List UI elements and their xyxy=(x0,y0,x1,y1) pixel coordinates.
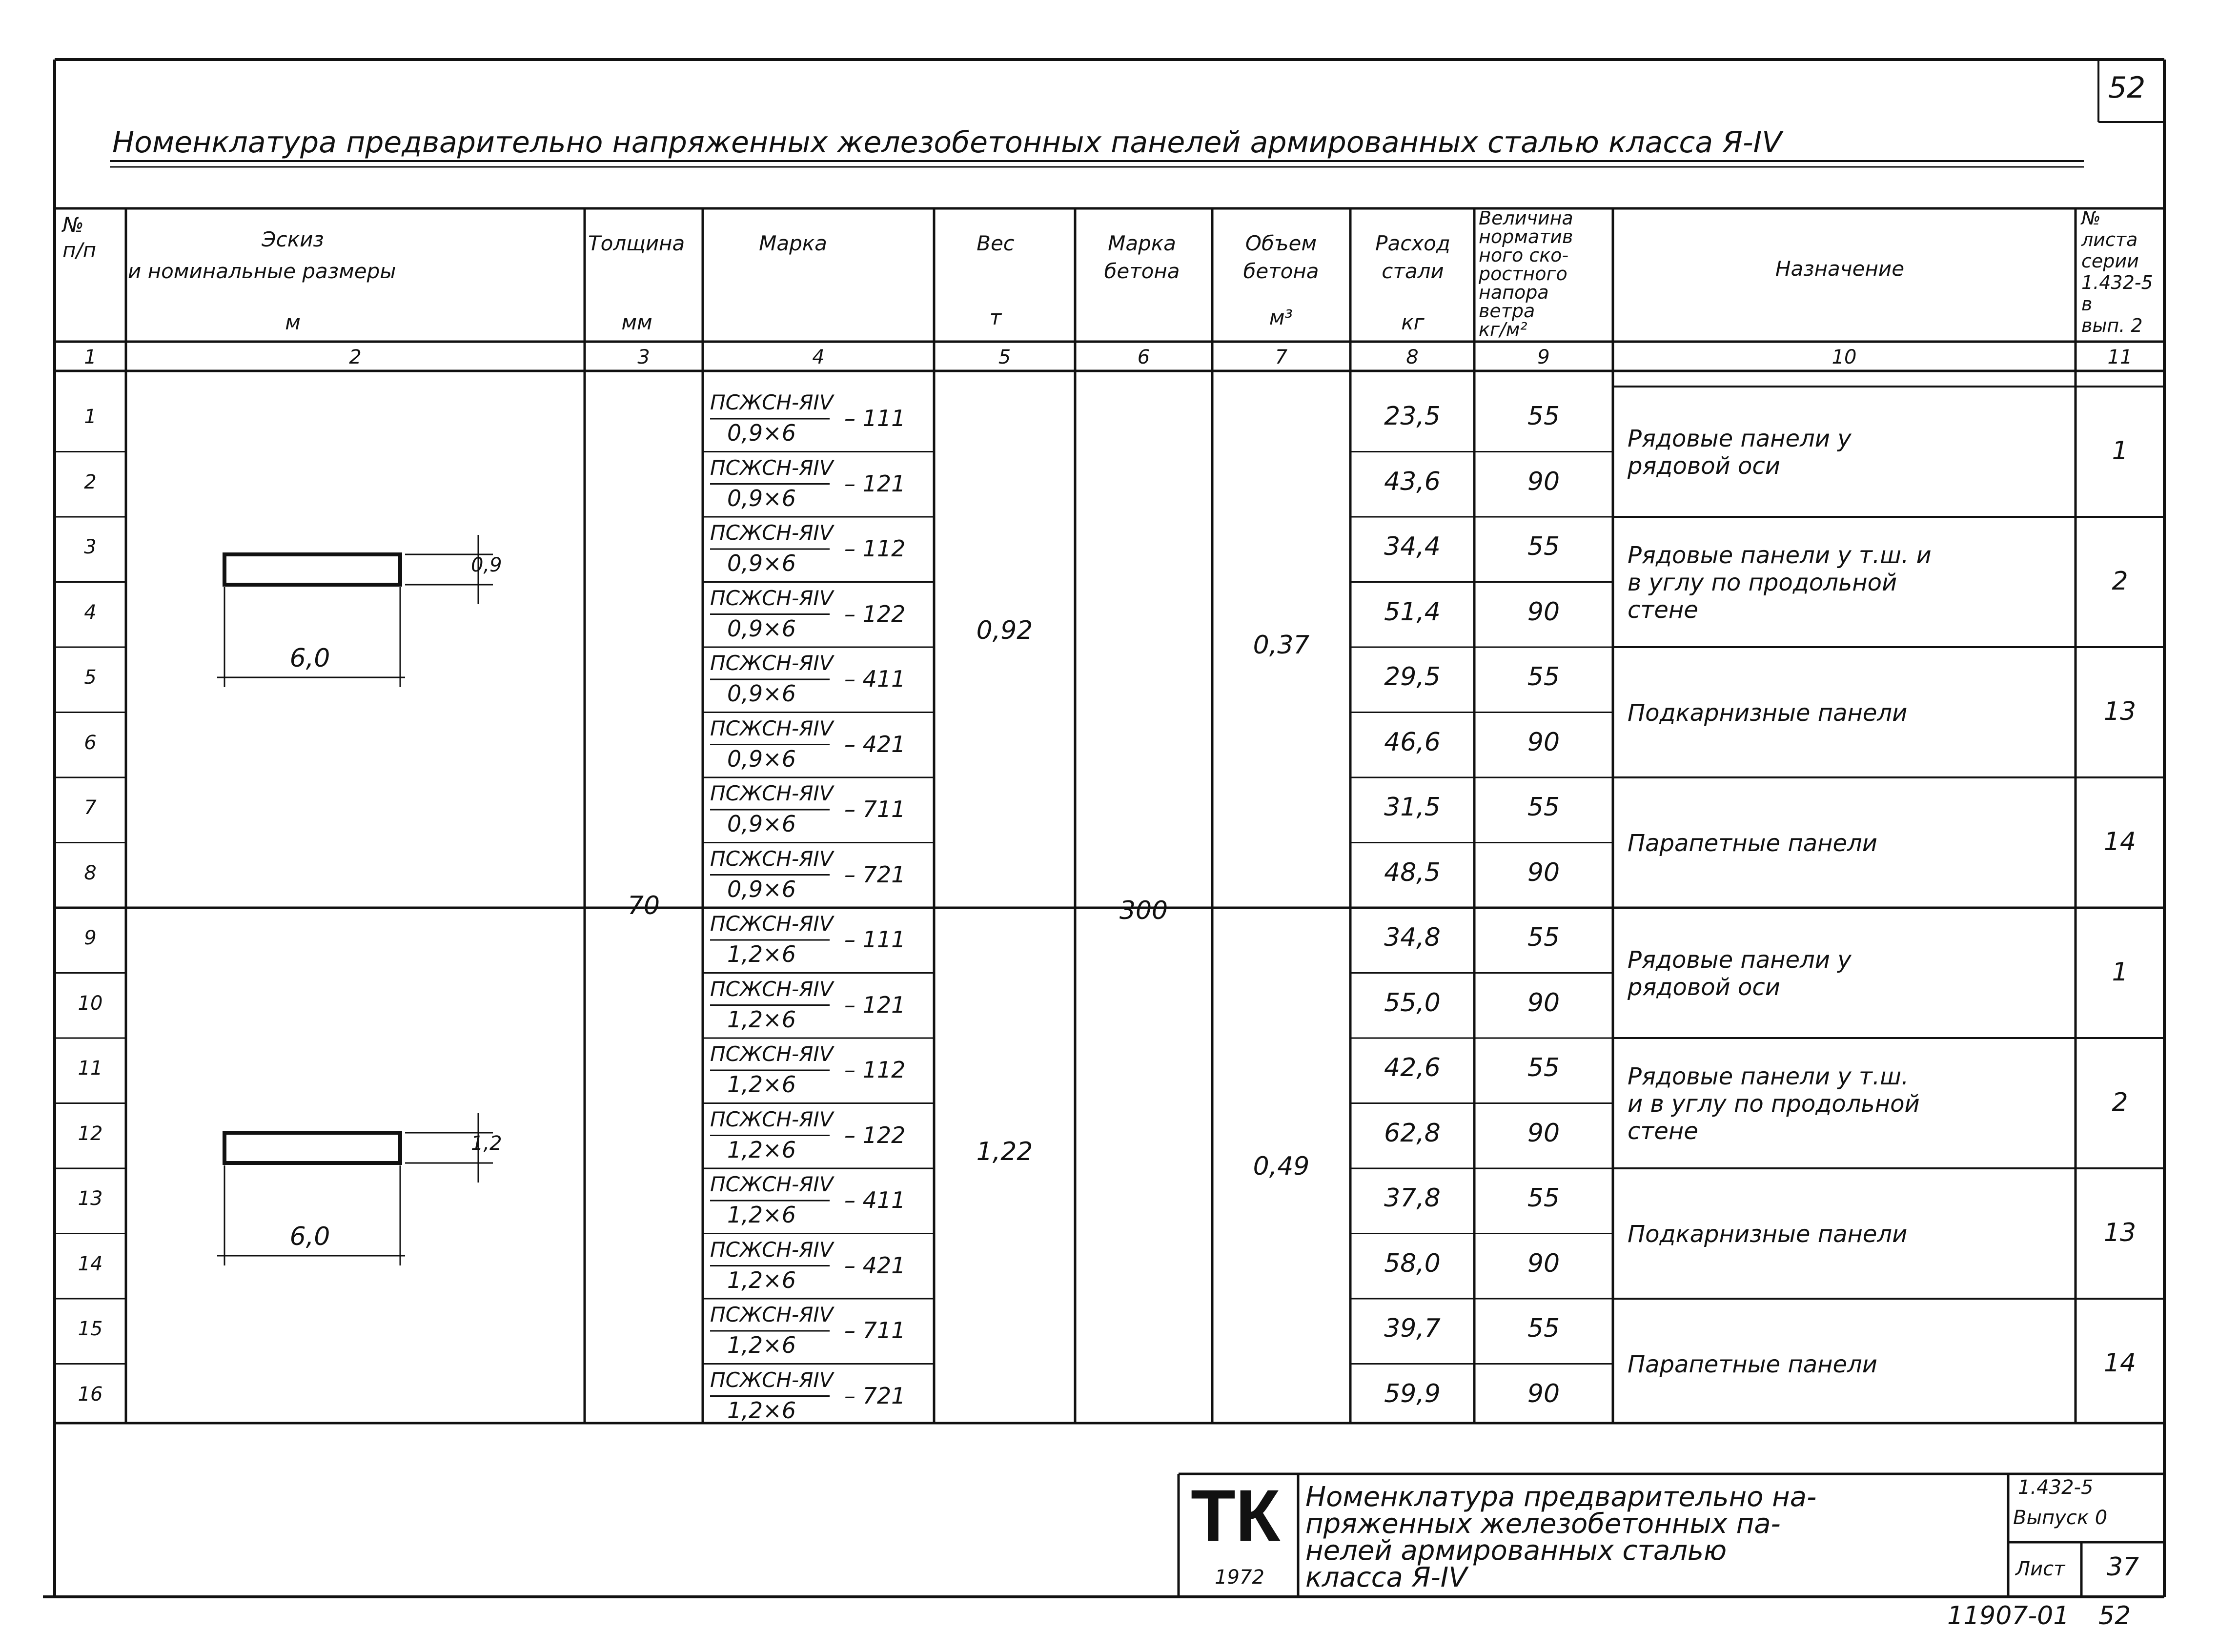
sketch-length-label: 6,0 xyxy=(289,644,330,673)
mark-name: ПСЖСН-ЯIV xyxy=(710,651,834,675)
mark-name: ПСЖСН-ЯIV xyxy=(710,1042,834,1066)
sheet-title: Номенклатура предварительно напряженных железобетонных панелей армированных сталью класса Я-IV xyxy=(112,125,1782,160)
row-number: 1 xyxy=(84,406,97,428)
mark-size: 0,9×6 xyxy=(727,876,796,902)
wind-pressure: 55 xyxy=(1527,793,1560,822)
wind-pressure: 55 xyxy=(1527,1314,1560,1343)
header-col7-concrete: бетона xyxy=(1243,259,1319,283)
purpose-text: стене xyxy=(1628,1117,1698,1145)
mark-size: 0,9×6 xyxy=(727,550,796,576)
header-col1-pp: п/п xyxy=(62,238,97,262)
concrete-volume: 0,49 xyxy=(1253,1152,1310,1181)
mark-code: – 411 xyxy=(844,1187,906,1213)
wind-pressure: 90 xyxy=(1527,857,1560,887)
column-number: 9 xyxy=(1537,346,1550,368)
mark-size: 1,2×6 xyxy=(727,1136,796,1163)
column-number: 3 xyxy=(637,346,650,368)
header-col8-unit: кг xyxy=(1401,310,1425,334)
steel-consumption: 51,4 xyxy=(1384,597,1441,627)
steel-consumption: 46,6 xyxy=(1384,727,1441,757)
drawing-number: 11907-01 xyxy=(1947,1601,2070,1631)
series-sheet-no: 14 xyxy=(2103,1348,2137,1378)
wind-pressure: 90 xyxy=(1527,467,1560,496)
row-number: 2 xyxy=(84,470,97,493)
header-col5-weight: Вес xyxy=(977,231,1015,255)
wind-pressure: 90 xyxy=(1527,1118,1560,1148)
mark-size: 0,9×6 xyxy=(727,485,796,511)
stamp-logo: ТК xyxy=(1191,1474,1281,1556)
steel-consumption: 34,8 xyxy=(1384,923,1441,952)
purpose-text: рядовой оси xyxy=(1628,973,1780,1001)
row-number: 7 xyxy=(84,796,97,819)
sketch-length-label: 6,0 xyxy=(289,1222,330,1251)
mark-name: ПСЖСН-ЯIV xyxy=(710,716,834,740)
row-number: 8 xyxy=(84,861,97,884)
mark-name: ПСЖСН-ЯIV xyxy=(710,977,834,1001)
series-sheet-no: 2 xyxy=(2112,1087,2128,1117)
mark-code: – 721 xyxy=(844,861,906,888)
purpose-text: Подкарнизные панели xyxy=(1628,699,1908,727)
mark-name: ПСЖСН-ЯIV xyxy=(710,1303,834,1326)
steel-consumption: 39,7 xyxy=(1384,1314,1441,1343)
mark-name: ПСЖСН-ЯIV xyxy=(710,781,834,805)
mark-code: – 711 xyxy=(844,796,906,822)
wind-pressure: 90 xyxy=(1527,1379,1560,1408)
header-col6-concrete: бетона xyxy=(1104,259,1180,283)
mark-code: – 122 xyxy=(844,600,906,627)
mark-code: – 121 xyxy=(844,991,906,1018)
steel-consumption: 34,4 xyxy=(1384,532,1441,561)
mark-code: – 111 xyxy=(844,405,906,431)
wind-pressure: 55 xyxy=(1527,532,1560,561)
mark-name: ПСЖСН-ЯIV xyxy=(710,1172,834,1196)
mark-name: ПСЖСН-ЯIV xyxy=(710,846,834,871)
column-number: 7 xyxy=(1275,346,1288,368)
mark-name: ПСЖСН-ЯIV xyxy=(710,1237,834,1262)
mark-code: – 111 xyxy=(844,926,906,953)
mark-size: 1,2×6 xyxy=(727,1202,796,1228)
header-col11-line: 1.432-5 xyxy=(2081,272,2153,293)
wind-pressure: 55 xyxy=(1527,402,1560,431)
row-number: 16 xyxy=(78,1383,103,1406)
wind-pressure: 55 xyxy=(1527,1183,1560,1213)
header-col11-line: серии xyxy=(2081,250,2139,272)
steel-consumption: 55,0 xyxy=(1384,988,1441,1018)
steel-consumption: 48,5 xyxy=(1384,857,1441,887)
purpose-text: Рядовые панели у т.ш. xyxy=(1628,1062,1909,1090)
wind-pressure: 55 xyxy=(1527,662,1560,692)
series-sheet-no: 13 xyxy=(2103,696,2137,726)
concrete-volume: 0,37 xyxy=(1253,631,1310,660)
header-col7-unit: м³ xyxy=(1269,306,1293,329)
column-number: 1 xyxy=(84,346,97,368)
mark-code: – 721 xyxy=(844,1382,906,1409)
row-number: 15 xyxy=(78,1318,103,1340)
mark-code: – 411 xyxy=(844,666,906,692)
mark-code: – 711 xyxy=(844,1317,906,1344)
series-sheet-no: 13 xyxy=(2103,1218,2137,1247)
row-number: 6 xyxy=(84,731,97,754)
mark-name: ПСЖСН-ЯIV xyxy=(710,455,834,480)
mark-size: 1,2×6 xyxy=(727,1397,796,1424)
header-col11-line: в xyxy=(2081,293,2093,315)
mark-size: 1,2×6 xyxy=(727,941,796,967)
mark-size: 0,9×6 xyxy=(727,420,796,446)
panel-thickness: 70 xyxy=(627,891,660,920)
mark-code: – 121 xyxy=(844,470,906,497)
header-col9-line: кг/м² xyxy=(1479,319,1527,340)
header-col3-unit: мм xyxy=(621,310,652,334)
header-col2-sketch: Эскиз xyxy=(262,227,324,251)
wind-pressure: 90 xyxy=(1527,727,1560,757)
header-col9-line: ного ско- xyxy=(1479,245,1569,266)
steel-consumption: 59,9 xyxy=(1384,1379,1441,1408)
mark-size: 1,2×6 xyxy=(727,1071,796,1098)
header-col4-mark: Марка xyxy=(759,231,827,255)
stamp-description: пряженных железобетонных па- xyxy=(1305,1508,1781,1540)
stamp-description: Номенклатура предварительно на- xyxy=(1305,1481,1817,1513)
header-col9-line: напора xyxy=(1479,282,1549,303)
stamp-series: 1.432-5 xyxy=(2018,1476,2094,1499)
concrete-grade: 300 xyxy=(1119,896,1168,925)
purpose-text: Парапетные панели xyxy=(1628,1350,1877,1378)
wind-pressure: 55 xyxy=(1527,1053,1560,1082)
column-number: 10 xyxy=(1832,346,1857,368)
steel-consumption: 37,8 xyxy=(1384,1183,1441,1213)
mark-size: 0,9×6 xyxy=(727,811,796,837)
purpose-text: Подкарнизные панели xyxy=(1628,1220,1908,1248)
stamp-sheet-number: 37 xyxy=(2106,1552,2139,1582)
purpose-text: Рядовые панели у xyxy=(1628,425,1852,452)
row-number: 14 xyxy=(78,1252,103,1275)
series-sheet-no: 2 xyxy=(2112,566,2128,596)
purpose-text: в углу по продольной xyxy=(1628,569,1897,596)
mark-code: – 112 xyxy=(844,1057,906,1083)
mark-name: ПСЖСН-ЯIV xyxy=(710,1367,834,1392)
row-number: 5 xyxy=(84,666,97,689)
steel-consumption: 43,6 xyxy=(1384,467,1441,496)
header-col9-line: ветра xyxy=(1479,300,1535,322)
mark-code: – 112 xyxy=(844,535,906,562)
steel-consumption: 29,5 xyxy=(1384,662,1441,692)
mark-name: ПСЖСН-ЯIV xyxy=(710,586,834,610)
steel-consumption: 31,5 xyxy=(1384,793,1441,822)
mark-size: 0,9×6 xyxy=(727,615,796,642)
header-col11-line: вып. 2 xyxy=(2081,315,2143,336)
column-number: 6 xyxy=(1137,346,1150,368)
row-number: 12 xyxy=(78,1122,103,1145)
header-col2-sizes: и номинальные размеры xyxy=(128,259,396,283)
series-sheet-no: 1 xyxy=(2112,957,2128,987)
header-col8-steel2: стали xyxy=(1382,259,1444,283)
corner-page-number: 52 xyxy=(2108,71,2146,105)
wind-pressure: 90 xyxy=(1527,1248,1560,1278)
column-number: 5 xyxy=(998,346,1011,368)
header-col8-steel: Расход xyxy=(1375,231,1450,255)
purpose-text: Рядовые панели у т.ш. и xyxy=(1628,541,1932,569)
header-col3-thickness: Толщина xyxy=(588,231,685,255)
steel-consumption: 62,8 xyxy=(1384,1118,1441,1148)
stamp-description: нелей армированных сталью xyxy=(1305,1535,1727,1567)
steel-consumption: 42,6 xyxy=(1384,1053,1441,1082)
mark-code: – 421 xyxy=(844,1252,906,1279)
wind-pressure: 90 xyxy=(1527,597,1560,627)
stamp-sheet-label: Лист xyxy=(2015,1558,2065,1580)
header-col5-unit: т xyxy=(989,306,1002,329)
mark-code: – 421 xyxy=(844,731,906,757)
stamp-description: класса Я-IV xyxy=(1305,1562,1467,1593)
mark-name: ПСЖСН-ЯIV xyxy=(710,1107,834,1131)
header-col11-line: листа xyxy=(2081,229,2138,250)
header-col11-line: № xyxy=(2081,207,2101,229)
row-number: 4 xyxy=(84,601,97,624)
panel-weight: 1,22 xyxy=(976,1137,1033,1166)
wind-pressure: 55 xyxy=(1527,923,1560,952)
purpose-text: Парапетные панели xyxy=(1628,829,1877,857)
wind-pressure: 90 xyxy=(1527,988,1560,1018)
row-number: 9 xyxy=(84,927,97,949)
mark-size: 1,2×6 xyxy=(727,1266,796,1293)
mark-size: 1,2×6 xyxy=(727,1332,796,1358)
row-number: 10 xyxy=(78,992,103,1015)
header-col6-grade: Марка xyxy=(1108,231,1176,255)
column-number: 4 xyxy=(812,346,825,368)
mark-size: 0,9×6 xyxy=(727,680,796,707)
purpose-text: Рядовые панели у xyxy=(1628,946,1852,974)
sketch-height-label: 1,2 xyxy=(471,1132,502,1155)
row-number: 13 xyxy=(78,1187,103,1210)
mark-name: ПСЖСН-ЯIV xyxy=(710,912,834,936)
mark-name: ПСЖСН-ЯIV xyxy=(710,521,834,545)
footer-page-number: 52 xyxy=(2098,1601,2131,1631)
header-col1-no: № xyxy=(62,213,84,237)
row-number: 11 xyxy=(78,1057,103,1080)
purpose-text: стене xyxy=(1628,596,1698,624)
stamp-issue: Выпуск 0 xyxy=(2013,1507,2108,1529)
panel-weight: 0,92 xyxy=(976,616,1033,645)
series-sheet-no: 14 xyxy=(2103,827,2137,857)
header-col9-line: Величина xyxy=(1479,207,1573,229)
steel-consumption: 23,5 xyxy=(1384,402,1441,431)
column-number: 11 xyxy=(2107,346,2133,368)
mark-size: 0,9×6 xyxy=(727,745,796,772)
purpose-text: рядовой оси xyxy=(1628,452,1780,480)
header-col2-unit: м xyxy=(285,310,301,334)
header-col10-purpose: Назначение xyxy=(1775,257,1905,281)
mark-name: ПСЖСН-ЯIV xyxy=(710,390,834,414)
mark-size: 1,2×6 xyxy=(727,1006,796,1033)
purpose-text: и в углу по продольной xyxy=(1628,1090,1920,1118)
stamp-year: 1972 xyxy=(1215,1566,1264,1589)
row-number: 3 xyxy=(84,536,97,558)
sketch-height-label: 0,9 xyxy=(471,554,502,576)
series-sheet-no: 1 xyxy=(2112,436,2128,466)
steel-consumption: 58,0 xyxy=(1384,1248,1441,1278)
header-col9-line: норматив xyxy=(1479,226,1573,247)
column-number: 2 xyxy=(349,346,362,368)
mark-code: – 122 xyxy=(844,1122,906,1148)
header-col7-volume: Объем xyxy=(1245,231,1317,255)
column-number: 8 xyxy=(1406,346,1419,368)
header-col9-line: ростного xyxy=(1479,263,1567,285)
